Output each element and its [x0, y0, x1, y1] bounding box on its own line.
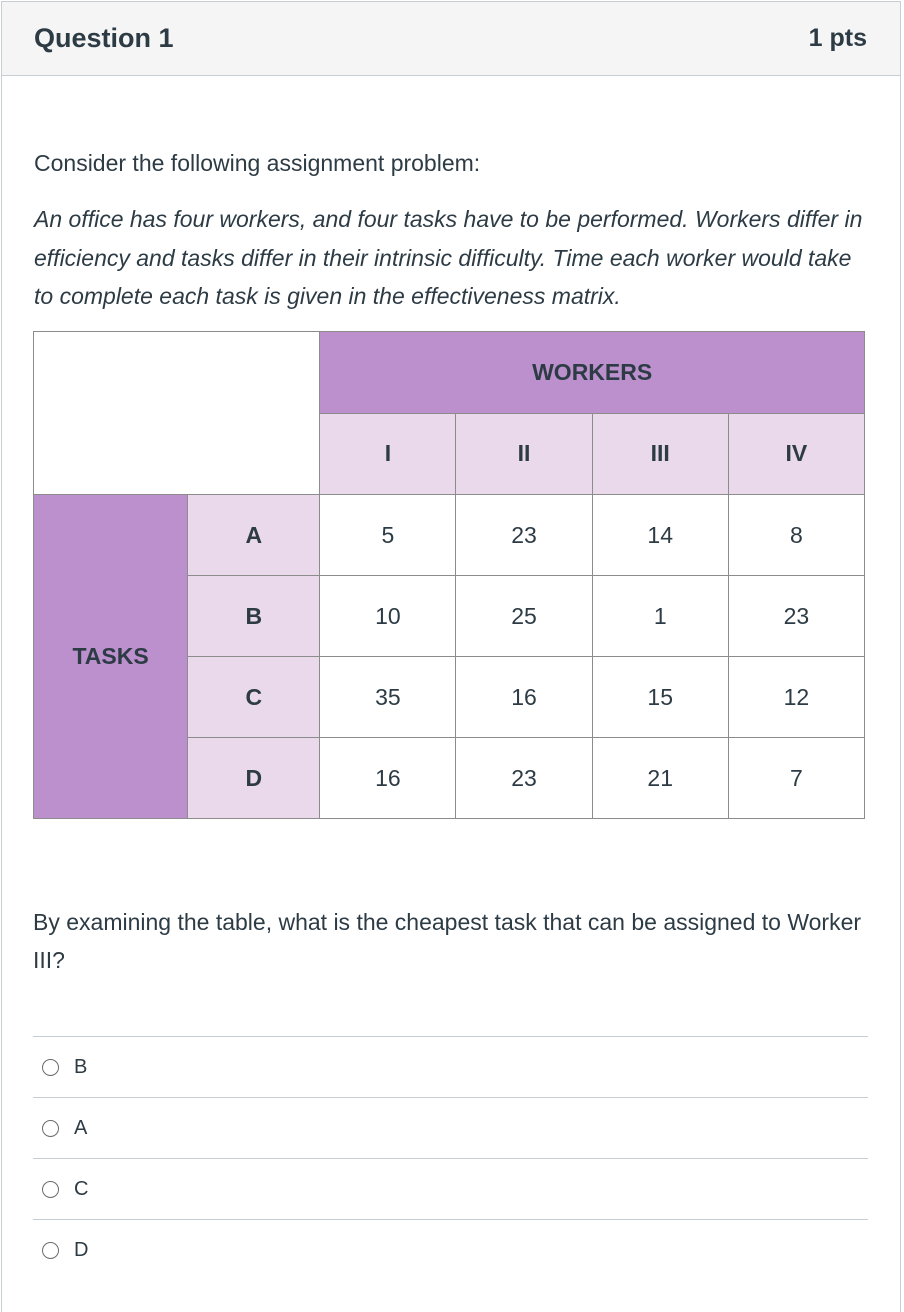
- matrix-cell: 23: [456, 738, 592, 819]
- question-header: [2, 2, 900, 76]
- workers-header: WORKERS: [320, 332, 865, 414]
- matrix-cell: 16: [456, 657, 592, 738]
- task-header-b: B: [188, 576, 320, 657]
- matrix-cell: 14: [592, 495, 728, 576]
- matrix-cell: 10: [320, 576, 456, 657]
- answer-option-c[interactable]: [33, 1158, 868, 1219]
- worker-header-2: II: [456, 413, 592, 495]
- tasks-header: TASKS: [34, 495, 188, 819]
- worker-header-3: III: [592, 413, 728, 495]
- worker-header-4: IV: [728, 413, 864, 495]
- radio-button[interactable]: [42, 1120, 59, 1137]
- answer-option-a[interactable]: [33, 1097, 868, 1158]
- answer-label: D: [74, 1238, 89, 1261]
- matrix-cell: 23: [728, 576, 864, 657]
- effectiveness-matrix: [33, 331, 865, 819]
- task-header-a: A: [188, 495, 320, 576]
- answer-label: A: [74, 1116, 88, 1139]
- matrix-cell: 1: [592, 576, 728, 657]
- task-header-c: C: [188, 657, 320, 738]
- answer-label: C: [74, 1177, 89, 1200]
- matrix-cell: 35: [320, 657, 456, 738]
- matrix-cell: 12: [728, 657, 864, 738]
- matrix-cell: 16: [320, 738, 456, 819]
- question-title: Question 1: [34, 23, 174, 53]
- worker-header-1: I: [320, 413, 456, 495]
- scenario-text: An office has four workers, and four tasks have to be performed. Workers differ in efficiency and tasks differ in their intrinsic difficulty. Time each worker would take to complete each task is given in the effectiveness matrix.: [34, 206, 863, 309]
- answer-option-d[interactable]: [33, 1219, 868, 1280]
- matrix-corner: [34, 332, 320, 495]
- answer-option-b[interactable]: [33, 1036, 868, 1097]
- task-header-d: D: [188, 738, 320, 819]
- matrix-cell: 15: [592, 657, 728, 738]
- intro-text: Consider the following assignment problem:: [34, 150, 481, 176]
- matrix-cell: 7: [728, 738, 864, 819]
- matrix-cell: 8: [728, 495, 864, 576]
- answer-list: [33, 1036, 868, 1280]
- radio-button[interactable]: [42, 1242, 59, 1259]
- matrix-cell: 25: [456, 576, 592, 657]
- matrix-cell: 5: [320, 495, 456, 576]
- matrix-cell: 21: [592, 738, 728, 819]
- question-prompt: By examining the table, what is the cheapest task that can be assigned to Worker III?: [33, 909, 862, 973]
- question-points: 1 pts: [808, 24, 867, 52]
- matrix-cell: 23: [456, 495, 592, 576]
- radio-button[interactable]: [42, 1059, 59, 1076]
- radio-button[interactable]: [42, 1181, 59, 1198]
- question-body: [2, 148, 900, 316]
- answer-label: B: [74, 1055, 88, 1078]
